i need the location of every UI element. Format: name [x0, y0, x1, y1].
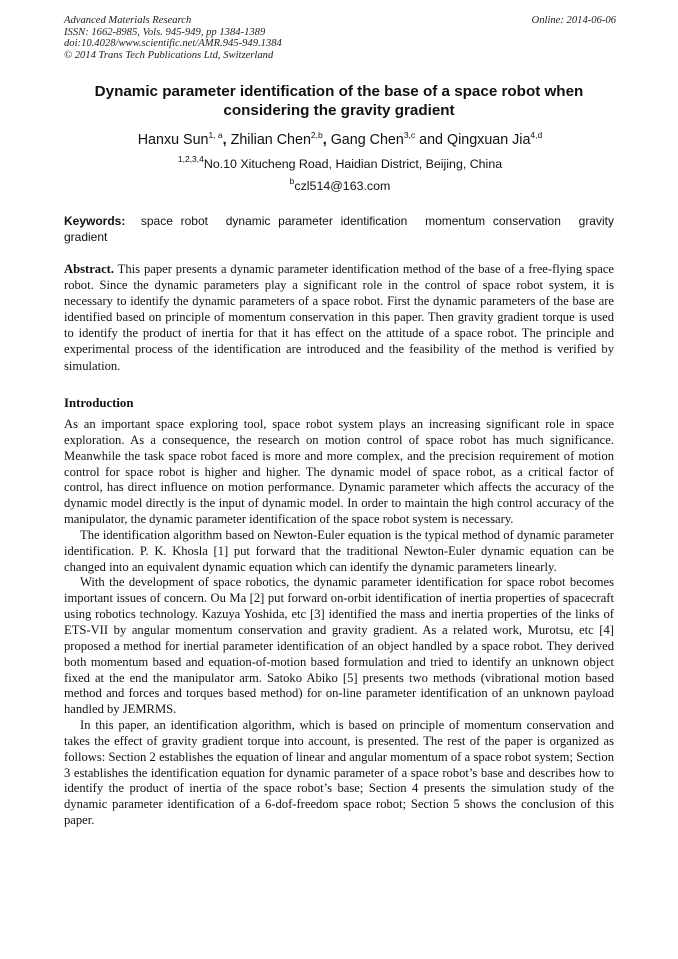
author-affiliation [40, 156, 640, 172]
keyword: gravity gradient [64, 214, 614, 244]
abstract-text: This paper presents a dynamic parameter identification method of the base of a free-flying space robot. Since the dynamic parameters play a significant role in the control of space robot system, it is necessary to identify the dynamic parameters of a space robot. First the dynamic parameters of the base are identified based on principle of momentum conservation in this paper. Then gravity gradient torque is used to identify the product of inertia for that it has effect on the attitude of a space robot. The principle and experimental process of the identification are introduced and the feasibility of the method is verified by simulation. [64, 262, 614, 373]
keyword: space robot [140, 214, 208, 228]
journal-doi: doi:10.4028/www.scientific.net/AMR.945-949.1384 [64, 38, 282, 49]
journal-header [64, 15, 616, 61]
introduction-body [64, 417, 614, 829]
author-separator: , [222, 132, 231, 148]
author-separator: , [322, 132, 331, 148]
author-affiliation-marker: 1, a [208, 130, 223, 140]
author-affiliation-marker: 3,c [403, 130, 416, 140]
keywords-label: Keywords: [64, 214, 126, 228]
keyword: momentum conservation [425, 214, 561, 228]
affiliation-address: No.10 Xitucheng Road, Haidian District, Beijing, China [203, 157, 503, 171]
body-paragraph: As an important space exploring tool, space robot system plays an increasing significant role in space exploration. As a consequence, the research on motion control of space robot has much significance. Meanwhile the task space robot faced is more and more complex, and the precision requirement of motion control for space robot is higher and higher. The dynamic model of space robot, as a critical factor of control, has direct influence on motion performance. Dynamic parameter which affects the accuracy of the dynamic model directly is the input of dynamic model. In order to maintain the high control accuracy of the manipulator, the dynamic parameter identification of the space robot system is necessary. [64, 417, 614, 527]
affiliation-marker: 1,2,3,4 [177, 154, 204, 164]
paper-title: Dynamic parameter identification of the base of a space robot when considering the gravity gradient [94, 83, 584, 119]
email-marker: b [289, 176, 295, 186]
journal-name: Advanced Materials Research [64, 15, 192, 26]
online-date: Online: 2014-06-06 [531, 15, 616, 26]
body-paragraph: With the development of space robotics, the dynamic parameter identification for space robot becomes important issues of concern. Ou Ma [2] put forward on-orbit identification of inertia properties of spacecraft using robotics technology. Kazuya Yoshida, etc [3] identified the mass and inertia properties of the links of ETS-VII by angular momentum conservation and gravity gradient. As a related work, Murotsu, etc [4] proposed a method for inertial parameter identification of an object handled by a space robot. They derived both momentum based and equation-of-motion based formulation and tried to identify an unknown object fixed at the end the manipulator arm. Satoko Abiko [5] presents two methods (vibrational motion based method and forces and torques based method) for on-line parameter identification of an unknown payload handled by JEMRMS. [64, 575, 614, 717]
abstract-label: Abstract. [64, 262, 115, 276]
keyword: dynamic parameter identification [225, 214, 408, 228]
author-email [40, 178, 640, 194]
author-name: Hanxu Sun [137, 132, 209, 148]
author-list [40, 130, 640, 150]
author-affiliation-marker: 2,b [310, 130, 323, 140]
author-name: Gang Chen [330, 132, 404, 148]
body-paragraph: In this paper, an identification algorithm, which is based on principle of momentum conservation and takes the effect of gravity gradient torque into account, is presented. The rest of the paper is organized as follows: Section 2 establishes the equation of linear and angular momentum of a space robot system; Section 3 establishes the identification equation for dynamic parameter of a space robot’s base and describes how to identify the product of inertia of the space robot’s base; Section 4 presents the simulation study of the dynamic parameter identification of a 6-dof-freedom space robot; Section 5 shows the conclusion of this paper. [64, 718, 614, 828]
author-name: Qingxuan Jia [446, 132, 531, 148]
journal-copyright: © 2014 Trans Tech Publications Ltd, Switzerland [64, 49, 274, 61]
author-separator: and [415, 132, 447, 148]
section-heading-introduction: Introduction [64, 396, 134, 410]
abstract-section [64, 261, 614, 374]
email-address[interactable]: czl514@163.com [294, 179, 391, 193]
body-paragraph: The identification algorithm based on Newton-Euler equation is the typical method of dynamic parameter identification. P. K. Khosla [1] put forward that the traditional Newton-Euler dynamic equation can be changed into an equivalent dynamic equation which can identify the dynamic parameters linearly. [64, 527, 614, 574]
journal-issn: ISSN: 1662-8985, Vols. 945-949, pp 1384-1389 [64, 26, 266, 38]
author-name: Zhilian Chen [230, 132, 311, 148]
author-affiliation-marker: 4,d [530, 130, 543, 140]
keywords-section [64, 213, 614, 245]
